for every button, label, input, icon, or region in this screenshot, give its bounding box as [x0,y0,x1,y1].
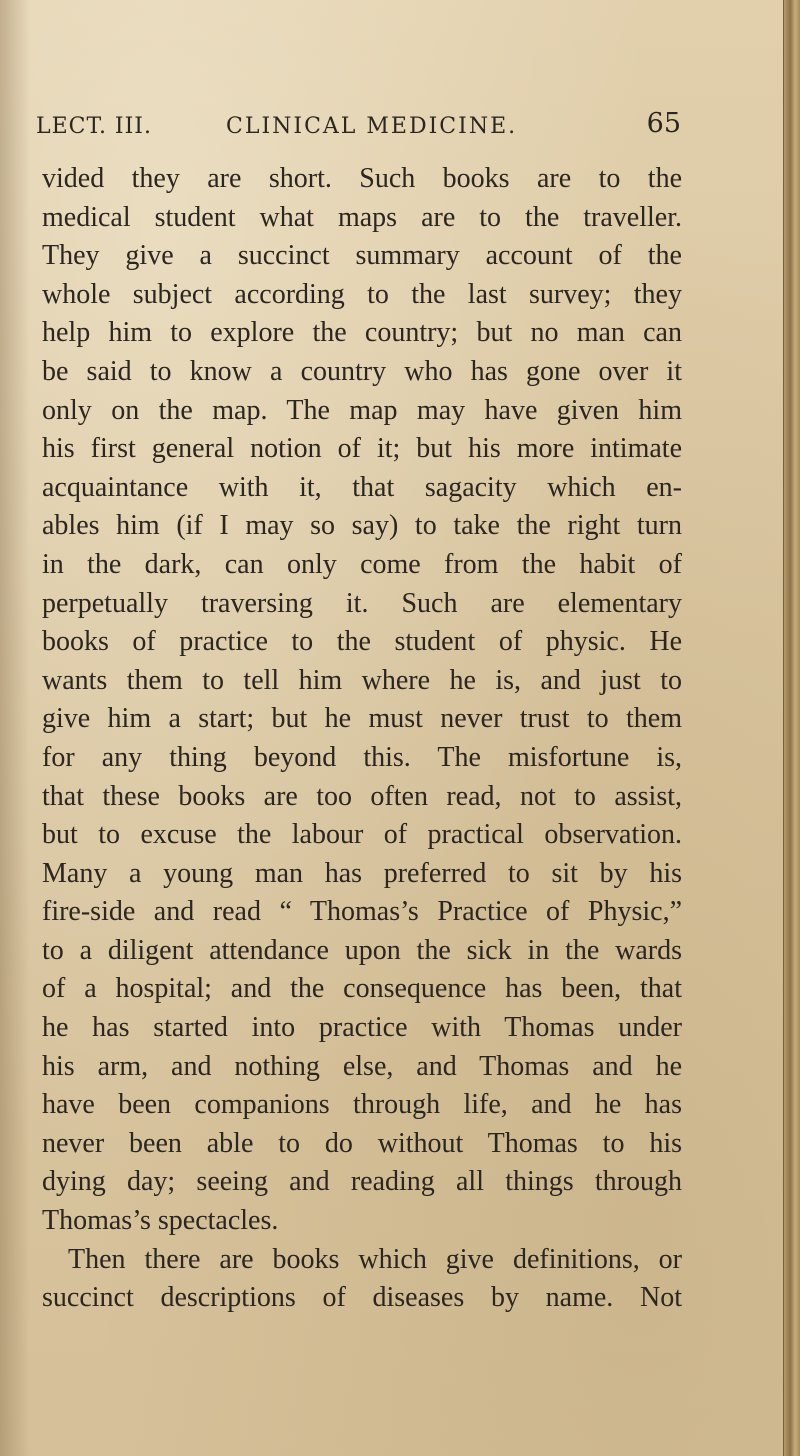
text-line: acquaintance with it, that sagacity which en- [42,471,682,503]
text-line: be said to know a country who has gone over it [42,355,682,387]
text-line: wants them to tell him where he is, and just to [42,664,682,696]
body-text [42,160,682,1318]
text-line: whole subject according to the last survey; they [42,278,682,310]
text-line: They give a succinct summary account of the [42,240,682,272]
text-line: that these books are too often read, not to assist, [42,780,682,812]
text-line: of a hospital; and the consequence has been, that [42,973,682,1005]
text-line: fire-side and read “ Thomas’s Practice of Physic,” [42,896,682,928]
text-line: help him to explore the country; but no man can [42,317,682,349]
lecture-label: LECT. III. [36,114,152,139]
text-line: his first general notion of it; but his more intimate [42,433,682,465]
page-edge-binding [783,0,800,1456]
section-title: CLINICAL MEDICINE. [226,114,518,139]
text-line: Many a young man has preferred to sit by his [42,857,682,889]
page-number: 65 [646,108,681,139]
text-line: have been companions through life, and he has [42,1089,682,1121]
text-line: succinct descriptions of diseases by name. Not [42,1282,682,1314]
text-line: perpetually traversing it. Such are elementary [42,587,682,619]
text-line: ables him (if I may so say) to take the right turn [42,510,682,542]
text-line: but to excuse the labour of practical observation. [42,819,682,851]
text-line: vided they are short. Such books are to the [42,163,682,194]
text-line: dying day; seeing and reading all things through [42,1166,682,1198]
text-line: his arm, and nothing else, and Thomas and he [42,1050,682,1082]
text-line-paragraph-end: Thomas’s spectacles. [42,1205,279,1237]
text-line: never been able to do without Thomas to his [42,1127,682,1159]
text-line: to a diligent attendance upon the sick in the wards [42,934,682,966]
running-head [36,108,681,148]
text-line: for any thing beyond this. The misfortune is, [42,741,682,773]
text-line: give him a start; but he must never trust to them [42,703,682,735]
text-line: he has started into practice with Thomas under [42,1012,682,1044]
text-line: books of practice to the student of physic. He [42,626,682,658]
text-line: medical student what maps are to the traveller. [42,201,682,233]
text-line-paragraph-start: Then there are books which give definitions, or [68,1243,682,1275]
page-gutter-shadow [0,0,30,1456]
text-line: in the dark, can only come from the habit of [42,548,682,580]
text-line: only on the map. The map may have given him [42,394,682,426]
